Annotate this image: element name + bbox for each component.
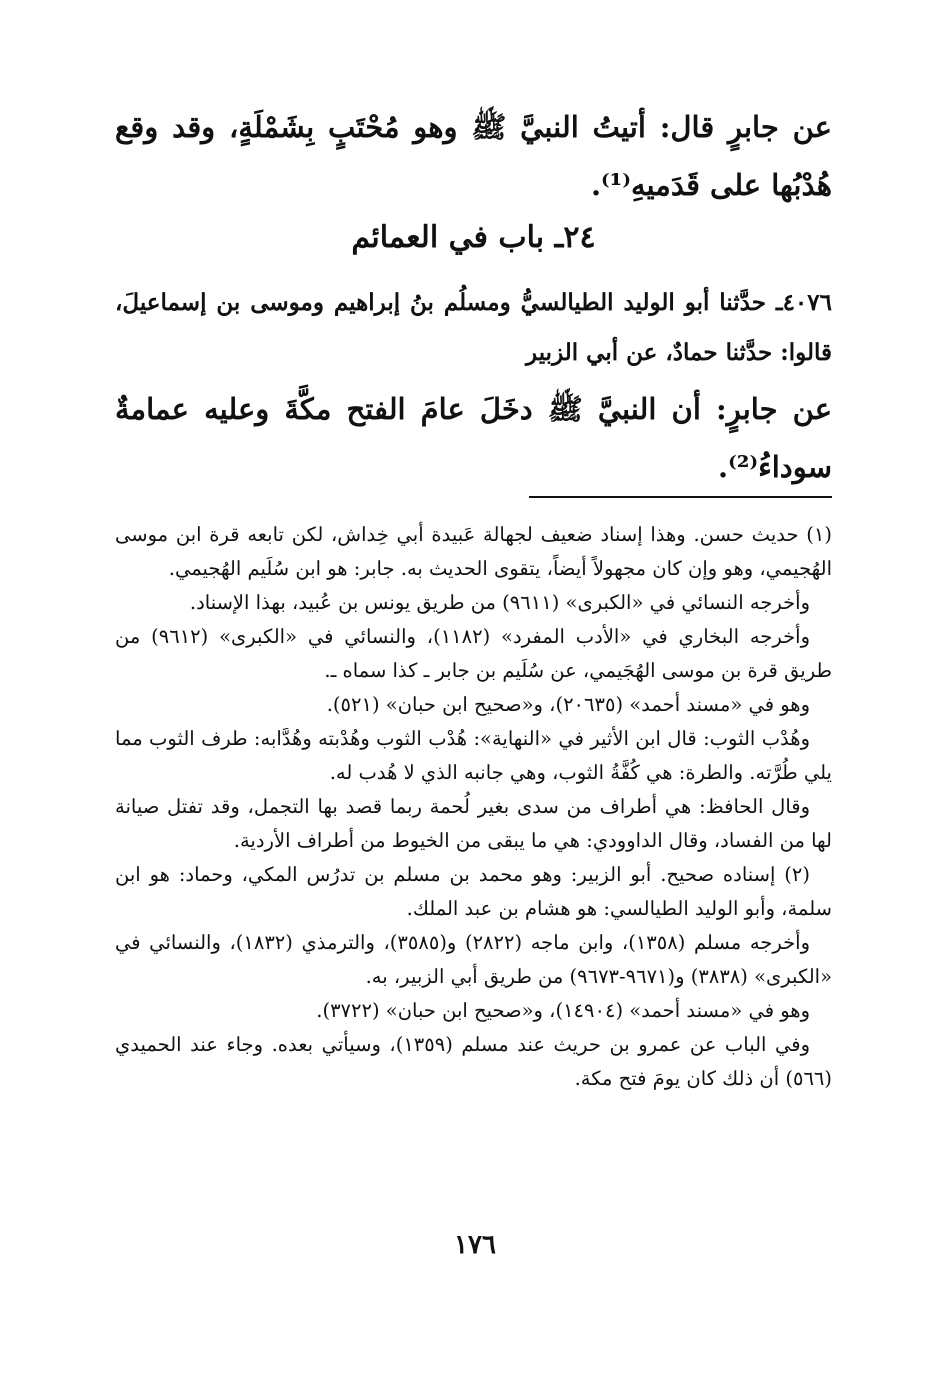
footnote-text: وهو في «مسند أحمد» (١٤٩٠٤)، و«صحيح ابن حبان» (٣٧٢٢).: [316, 999, 810, 1022]
footnote-text: وأخرجه النسائي في «الكبرى» (٩٦١١) من طريق يونس بن عُبيد، بهذا الإسناد.: [189, 591, 810, 614]
hadith-text-top: عن جابرٍ قال: أتيتُ النبيَّ ﷺ وهو مُحْتَبٍ بِشَمْلَةٍ، وقد وقع هُدْبُها على قَدَميهِ⁽¹⁾.: [115, 110, 832, 202]
footnote-text: وفي الباب عن عمرو بن حريث عند مسلم (١٣٥٩)، وسيأتي بعده. وجاء عند الحميدي (٥٦٦) أن ذلك كان يومَ فتح مكة.: [115, 1033, 832, 1090]
footnote-text: وهُدْب الثوب: قال ابن الأثير في «النهاية»: هُدْب الثوب وهُدْبته وهُدَّابه: طرف الثوب مما يلي طُرَّته. والطرة: هي كُفَّةُ الثوب، وهي جانبه الذي لا هُدب له.: [115, 727, 832, 784]
footnote-2: (٢) إسناده صحيح. أبو الزبير: وهو محمد بن مسلم بن تدرُس المكي، وحماد: هو ابن سلمة، وأبو الوليد الطيالسي: هو هشام بن عبد الملك.: [115, 863, 832, 920]
chapter-heading: ٢٤ـ باب في العمائم: [351, 220, 596, 255]
footnote-text: وأخرجه مسلم (١٣٥٨)، وابن ماجه (٢٨٢٢) و(٣٥٨٥)، والترمذي (١٨٣٢)، والنسائي في «الكبرى» (٣٨٣٨) و(٩٦٧١-٩٦٧٣) من طريق أبي الزبير، به.: [115, 931, 832, 988]
footnote-text: وأخرجه البخاري في «الأدب المفرد» (١١٨٢)، والنسائي في «الكبرى» (٩٦١٢) من طريق قرة بن موسى الهُجَيمي، عن سُلَيم بن جابر ـ كذا سماه ـ.: [115, 625, 832, 682]
hadith-matn: عن جابرٍ: أن النبيَّ ﷺ دخَلَ عامَ الفتح مكَّةَ وعليه عمامةٌ سوداءُ⁽²⁾.: [115, 392, 832, 484]
footnote-text: وهو في «مسند أحمد» (٢٠٦٣٥)، و«صحيح ابن حبان» (٥٢١).: [326, 693, 810, 716]
footnotes-section: [115, 518, 832, 1096]
footnote-text: وقال الحافظ: هي أطراف من سدى بغير لُحمة ربما قصد بها التجمل، وقد تفتل صيانة لها من الفساد، وقال الداوودي: هي ما يبقى من الخيوط من أطراف الأردية.: [115, 795, 832, 852]
footnote-divider: [529, 496, 832, 498]
footnote-1: (١) حديث حسن. وهذا إسناد ضعيف لجهالة عَبيدة أبي خِداش، لكن تابعه قرة ابن موسى الهُجيمي، وهو وإن كان مجهولاً أيضاً، يتقوى الحديث به. جابر: هو ابن سُلَيم الهُجيمي.: [115, 523, 832, 580]
hadith-isnad: ٤٠٧٦ـ حدَّثنا أبو الوليد الطيالسيُّ ومسلُم بنُ إبراهيم وموسى بن إسماعيلَ، قالوا: حدَّثنا حمادٌ، عن أبي الزبير: [115, 289, 832, 366]
page-number: ١٧٦: [454, 1230, 496, 1260]
